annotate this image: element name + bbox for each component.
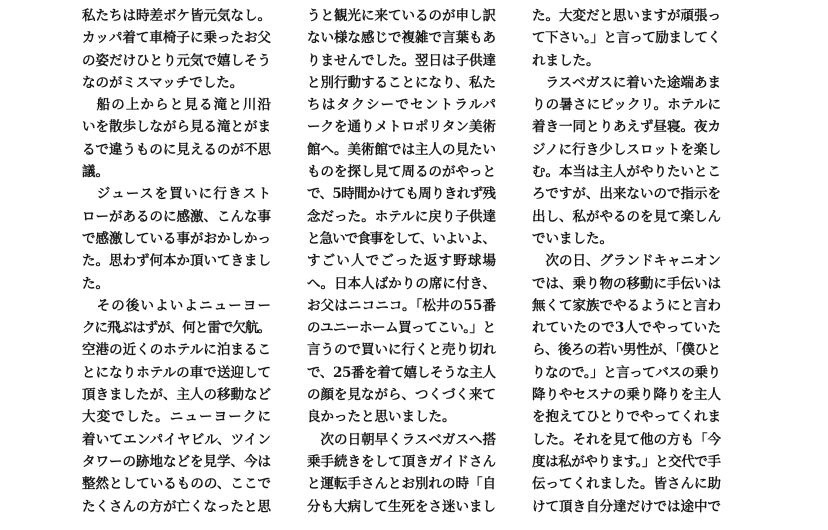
text-line: 無くて家族でやるようにと言わ <box>532 297 721 314</box>
text-line: 整然としているものの、ここで <box>82 476 272 493</box>
text-line: 着き一同とりあえず昼寝。夜カ <box>532 119 721 136</box>
text-line: 言うので買いに行くと売り切れ <box>307 342 496 359</box>
text-line: 出し、私がやるのを見て楽しん <box>532 208 721 225</box>
text-line: りの暑さにビックリ。ホテルに <box>532 97 722 114</box>
text-line: 次の日朝早くラスベガスへ搭 <box>307 431 497 448</box>
text-line: 次の日、グランドキャニオン <box>532 253 721 270</box>
text-line: けて頂き自分達だけでは途中で <box>532 498 721 515</box>
text-line: 船の上からと見る滝と川沿 <box>82 97 273 114</box>
text-line: ない様な感じで複雑で言葉もあ <box>307 30 496 47</box>
text-line: たくさんの方が亡くなったと思 <box>82 498 271 515</box>
text-line: 度は私がやります。」と交代で手 <box>532 453 721 470</box>
text-line: た。 <box>82 275 109 292</box>
text-line: でいました。 <box>532 230 613 247</box>
text-line: 館へ。美術館では主人の見たい <box>307 141 496 158</box>
text-line: た。大変だと思いますが頑張っ <box>532 8 721 24</box>
text-line: クに飛ぶはずが、何と雷で欠航。 <box>82 320 271 337</box>
text-line: りなので。」と言ってバスの乗り <box>532 364 721 381</box>
text-line: いを散歩しながら見る滝とがま <box>82 119 271 136</box>
text-line: で、5時間かけても周りきれず残 <box>307 186 496 203</box>
paragraph <box>82 183 271 294</box>
text-line: を抱えてひとりでやってくれま <box>532 409 721 426</box>
paragraph <box>532 5 721 72</box>
text-line: 分も大病して生死をさ迷いまし <box>307 498 496 515</box>
text-line: と別行動することになり、私た <box>307 74 496 91</box>
text-line: と運転手さんとお別れの時「自 <box>307 476 496 493</box>
text-line: ジュースを買いに行きスト <box>82 186 273 203</box>
text-line: うと観光に来ているのが申し訳 <box>307 8 496 24</box>
text-line: ら、後ろの若い男性が、「僕ひと <box>532 342 721 359</box>
paragraph <box>307 429 496 518</box>
text-line: へ。日本人ばかりの席に付き、 <box>307 275 497 292</box>
text-line: お父はニコニコ。「松井の55番 <box>307 297 497 314</box>
text-line: で感激している事がおかしかっ <box>82 230 271 247</box>
text-line: ちはタクシーでセントラルパ <box>307 97 498 114</box>
text-line: るで違うものに見えるのが不思 <box>82 141 271 158</box>
paragraph <box>532 72 721 250</box>
text-line: なのがミスマッチでした。 <box>82 74 244 91</box>
text-column-1 <box>82 5 271 518</box>
text-line: で、25番を着て嬉しそうな主人 <box>307 364 496 381</box>
text-line: のユニーホーム買ってこい。」と <box>307 320 496 337</box>
text-line: カッパ着て車椅子に乗ったお父 <box>82 30 271 47</box>
text-column-3 <box>532 5 721 518</box>
text-line: 良かったと思いました。 <box>307 409 456 426</box>
text-column-2 <box>307 5 496 518</box>
text-line: ークを通りメトロポリタン美術 <box>307 119 496 136</box>
text-line: 空港の近くのホテルに泊まるこ <box>82 342 272 359</box>
text-line: その後いよいよニューヨー <box>82 297 273 314</box>
text-line: した。それを見て他の方も「今 <box>532 431 721 448</box>
text-line: 乗手続きをして頂きガイドさん <box>307 453 497 470</box>
text-line: れていたので3人でやっていた <box>532 320 722 337</box>
text-line: の顔を見ながら、つくづく来て <box>307 387 496 404</box>
text-line: では、乗り物の移動に手伝いは <box>532 275 721 292</box>
paragraph <box>82 295 271 518</box>
text-line: 降りやセスナの乗り降りを主人 <box>532 387 722 404</box>
text-line: む。本当は主人がやりたいとこ <box>532 164 721 181</box>
text-line: の姿だけひとり元気で嬉しそう <box>82 52 271 69</box>
text-line: 議。 <box>82 164 109 181</box>
paragraph <box>532 250 721 518</box>
text-line: とになりホテルの車で送迎して <box>82 364 272 381</box>
paragraph <box>307 5 496 429</box>
paragraph <box>82 94 271 183</box>
text-line: 伝ってくれました。皆さんに助 <box>532 476 721 493</box>
text-line: て下さい。」と言って励ましてく <box>532 30 721 47</box>
text-line: ものを探し見て周るのがやっと <box>307 164 496 181</box>
text-line: ラスベガスに着いた途端あま <box>532 74 722 91</box>
text-line: 大変でした。ニューヨークに <box>82 409 273 426</box>
text-line: 念だった。ホテルに戻り子供達 <box>307 208 497 225</box>
text-line: すごい人でごった返す野球場 <box>307 253 498 270</box>
text-line: 着いてエンパイヤビル、ツイン <box>82 431 272 448</box>
text-line: 私たちは時差ボケ皆元気なし。 <box>82 8 271 24</box>
text-line: 頂きましたが、主人の移動など <box>82 387 271 404</box>
text-line: た。思わず何本か頂いてきまし <box>82 253 271 270</box>
text-line: ローがあるのに感激、こんな事 <box>82 208 271 225</box>
text-line: りませんでした。翌日は子供達 <box>307 52 496 69</box>
paragraph <box>82 5 271 94</box>
text-line: ジノに行き少しスロットを楽し <box>532 141 722 158</box>
text-line: と急いで食事をして、いよいよ、 <box>307 230 496 247</box>
text-line: ろですが、出来ないので指示を <box>532 186 721 203</box>
text-line: タワーの跡地などを見学、今は <box>82 453 271 470</box>
text-line: れました。 <box>532 52 600 69</box>
